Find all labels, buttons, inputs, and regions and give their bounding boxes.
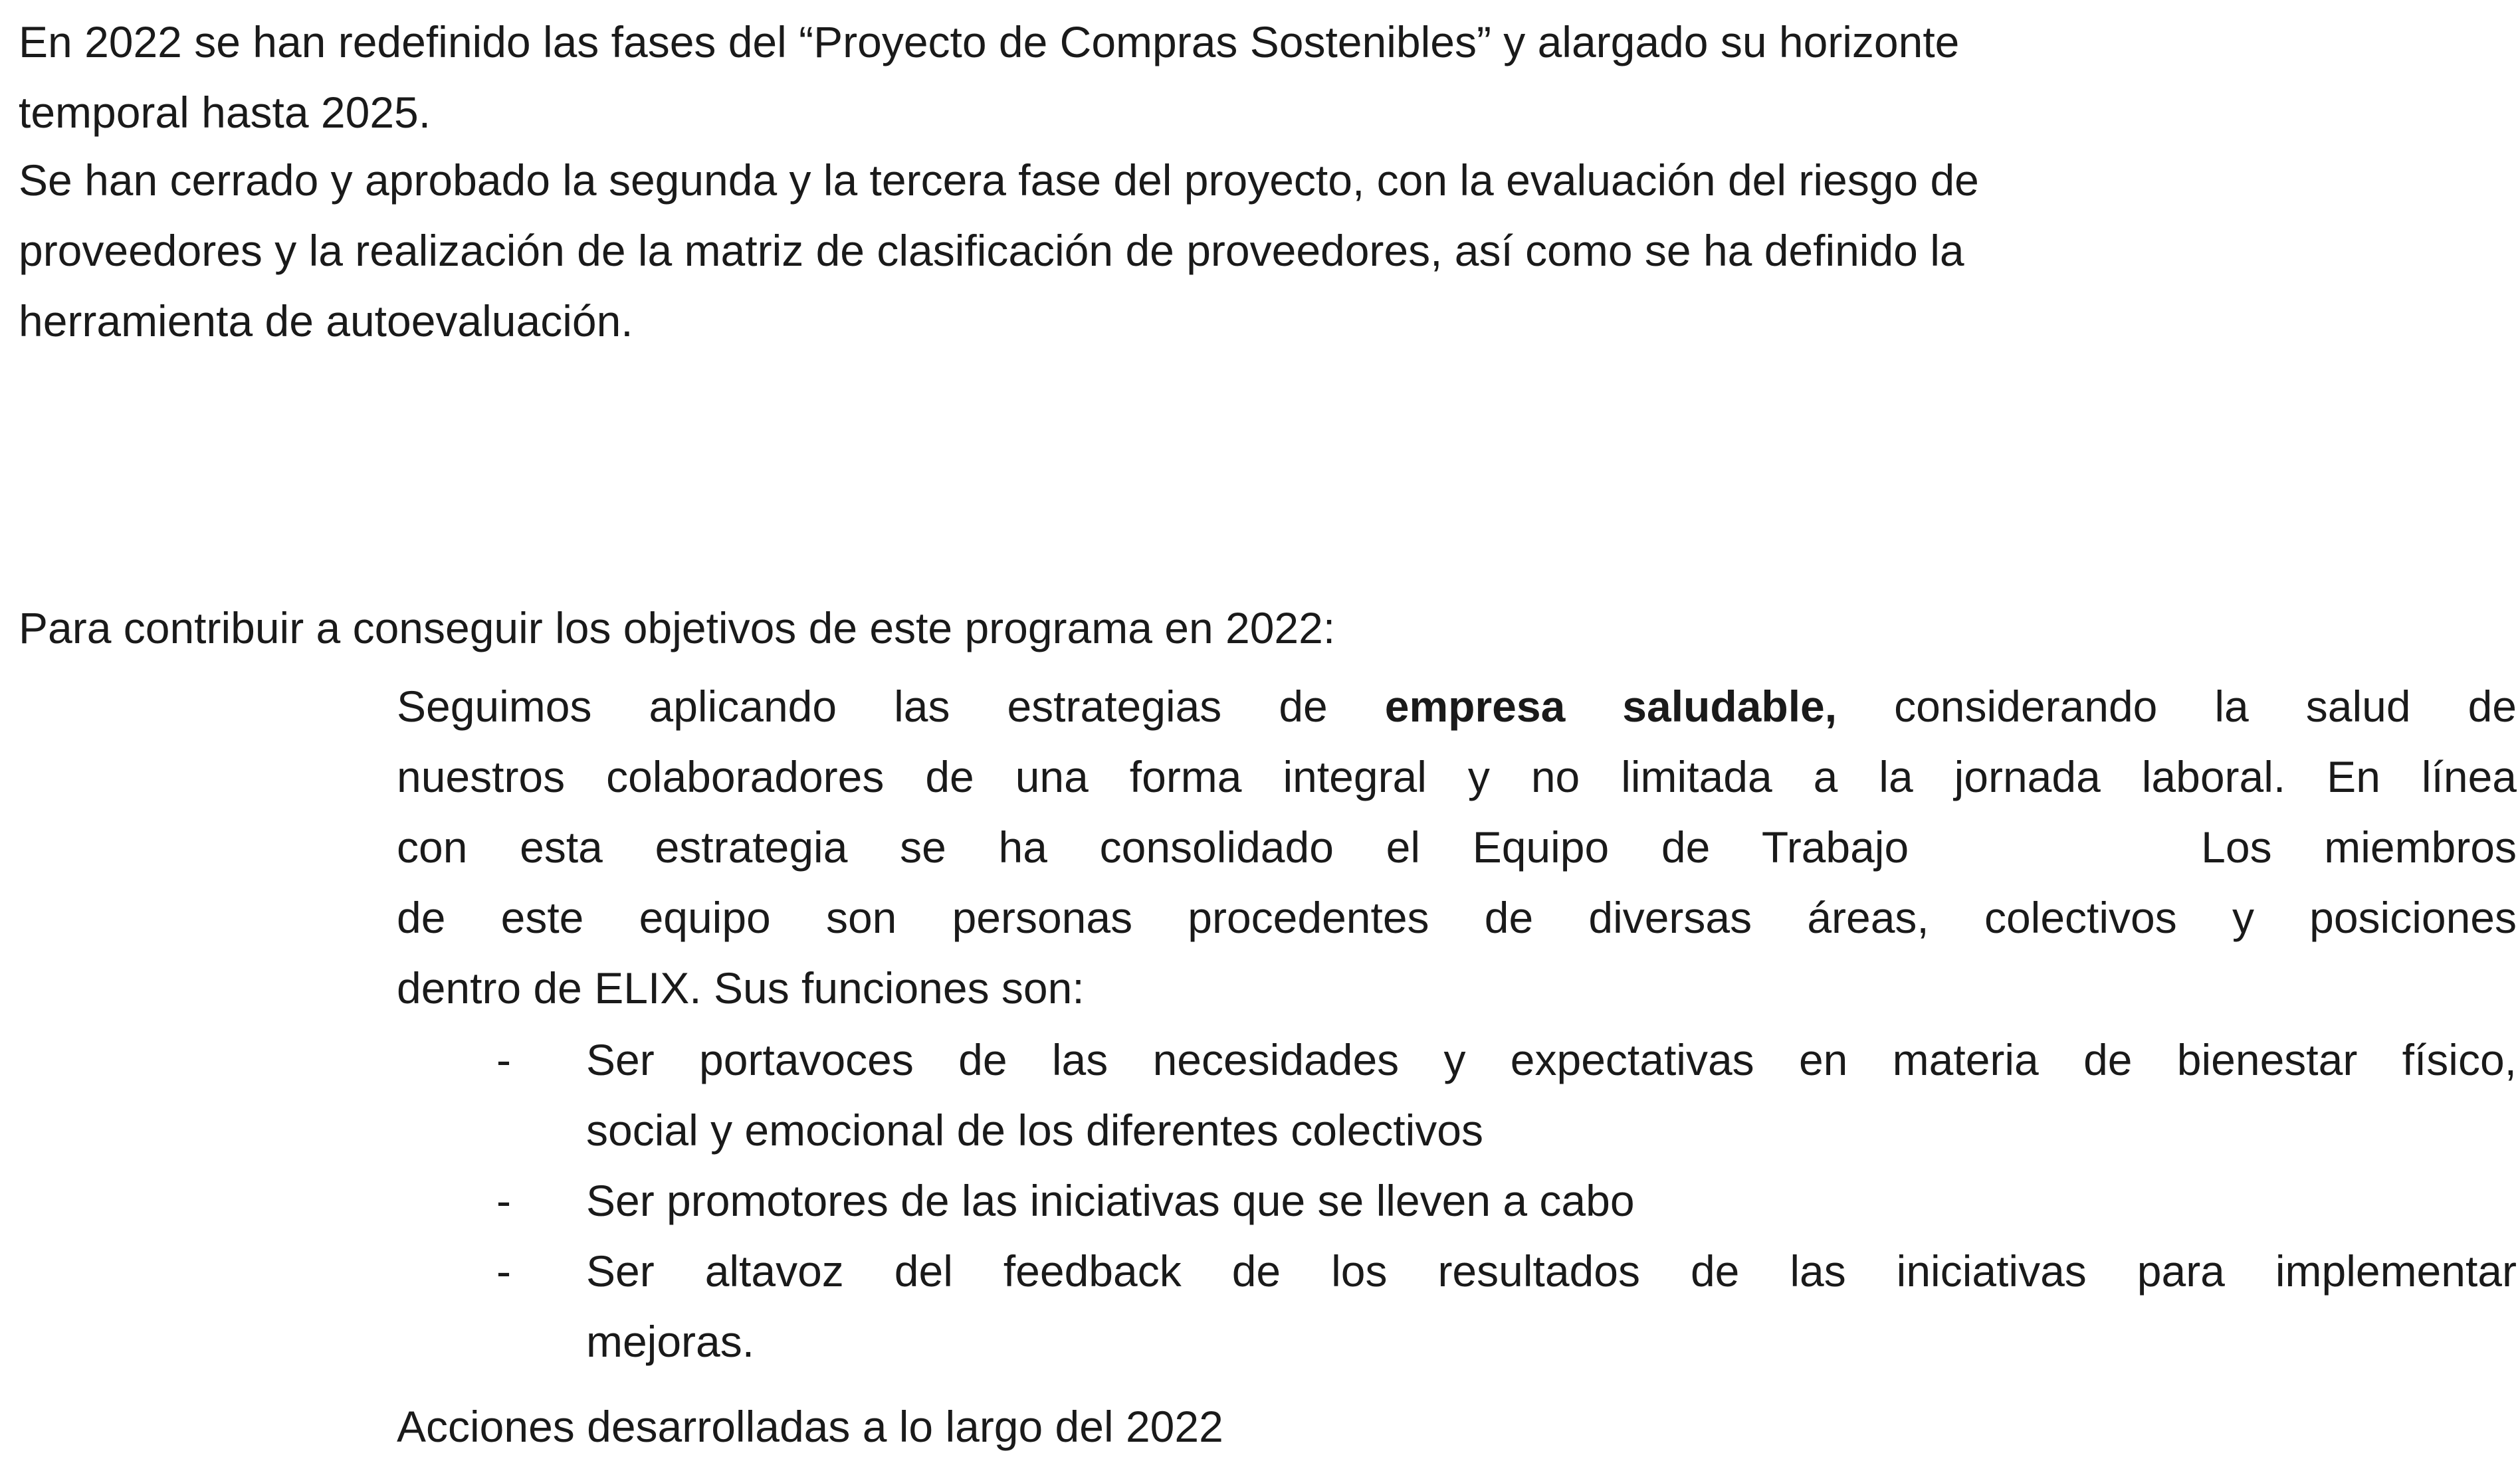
text-line: herramienta de autoevaluación. (19, 296, 633, 345)
text-run: considerando la salud de (1837, 682, 2517, 731)
list-item (397, 1024, 2517, 1165)
text-line: En 2022 se han redefinido las fases del “Proyecto de Compras Sostenibles” y alargado su horizonte (19, 17, 1960, 66)
dash-bullet: - (496, 1035, 511, 1084)
text-run: con esta estrategia se ha consolidado el Equipo de Trabajo (397, 823, 1909, 872)
functions-list (397, 1024, 2517, 1377)
text-line: dentro de ELIX. Sus funciones son: (397, 963, 1085, 1013)
dash-bullet: - (496, 1176, 511, 1225)
paragraph-empresa-saludable (397, 671, 2517, 1023)
paragraph-compras-sostenibles (19, 7, 2424, 147)
paragraph-fases-proyecto (19, 145, 2451, 356)
list-item (397, 1236, 2517, 1377)
text-line: social y emocional de los diferentes colectivos (586, 1106, 1484, 1155)
text-run: Seguimos aplicando las estrategias de (397, 682, 1385, 731)
bold-text-empresa-saludable: empresa saludable, (1384, 682, 1838, 731)
text-line: temporal hasta 2025. (19, 88, 431, 137)
text-line: Se han cerrado y aprobado la segunda y la tercera fase del proyecto, con la evaluación del riesgo de (19, 155, 1979, 205)
text-line: Ser promotores de las iniciativas que se lleven a cabo (586, 1176, 1635, 1225)
text-line (397, 671, 2517, 741)
text-line: de este equipo son personas procedentes de diversas áreas, colectivos y posiciones (397, 893, 2517, 942)
text-line: Para contribuir a conseguir los objetivos de este programa en 2022: (19, 603, 1336, 652)
list-item (397, 1165, 2517, 1236)
dash-bullet: - (496, 1246, 511, 1296)
text-line: mejoras. (586, 1317, 755, 1366)
text-line (397, 812, 2517, 882)
text-run: Los miembros (2201, 823, 2517, 872)
text-line: Acciones desarrolladas a lo largo del 2022 (397, 1402, 1223, 1451)
paragraph-objetivos-intro (19, 593, 2411, 663)
text-line: Ser altavoz del feedback de los resultados de las iniciativas para implementar (586, 1246, 2517, 1296)
text-line: Ser portavoces de las necesidades y expectativas en materia de bienestar físico, (586, 1035, 2517, 1084)
text-line: nuestros colaboradores de una forma integral y no limitada a la jornada laboral. En línea (397, 752, 2517, 801)
paragraph-acciones-heading (397, 1391, 2390, 1462)
text-line: proveedores y la realización de la matriz de clasificación de proveedores, así como se ha definido la (19, 226, 1964, 275)
